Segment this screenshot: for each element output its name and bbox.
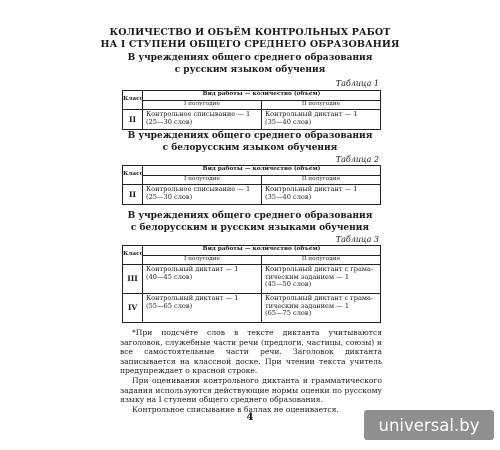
table-2-label: Таблица 2 — [335, 155, 379, 164]
cell-line: (35—40 слов) — [265, 117, 312, 126]
cell-line: Контрольный диктант с грама- — [265, 265, 374, 273]
table-row — [123, 265, 381, 294]
header-work-type: Вид работы — количество (объём) — [143, 91, 381, 101]
section-3-heading-line-1: В учреждениях общего среднего образования — [127, 211, 373, 221]
header-work-type: Вид работы — количество (объём) — [143, 246, 381, 256]
watermark-badge: universal.by — [364, 410, 494, 440]
table-3 — [122, 245, 381, 323]
page-number: 4 — [246, 412, 254, 423]
section-1-heading — [120, 53, 380, 76]
table-3-label: Таблица 3 — [335, 235, 379, 244]
cell-line: Контрольный диктант с грама- — [265, 294, 374, 302]
cell-line: (25—30 слов) — [146, 117, 193, 126]
cell-line: (55—65 слов) — [146, 301, 193, 310]
row-half-2 — [262, 110, 381, 130]
header-work-type: Вид работы — количество (объём) — [143, 166, 381, 176]
cell-line: тическим заданием — 1 — [265, 301, 350, 310]
row-half-1 — [143, 294, 262, 323]
row-half-1 — [143, 265, 262, 294]
cell-line: Контрольный диктант — 1 — [146, 294, 239, 302]
cell-line: Контрольный диктант — 1 — [265, 110, 358, 118]
page-title — [100, 27, 400, 51]
footnote-paragraph: *При подсчёте слов в тексте диктанта учитываются заголовок, служебные части речи (предлоги, частицы, союзы) и все самостоятельные части речи. Заголовок диктанта записывается на классной доске. При чтении текста учитель предупреждает о красной строке. — [120, 328, 382, 376]
footnote-paragraph: Контрольное списывание в баллах не оценивается. — [132, 404, 339, 414]
title-line-2: НА I СТУПЕНИ ОБЩЕГО СРЕДНЕГО ОБРАЗОВАНИЯ — [100, 39, 400, 50]
header-class: Класс — [123, 246, 143, 265]
header-half-1: I полугодие — [143, 101, 262, 110]
table-row — [123, 185, 381, 205]
table-row — [123, 294, 381, 323]
cell-line: (45—50 слов) — [265, 280, 312, 289]
header-half-2: II полугодие — [262, 256, 381, 265]
table-row — [123, 110, 381, 130]
section-2-heading-line-2: с белорусским языком обучения — [162, 142, 338, 153]
row-half-2 — [262, 294, 381, 323]
header-half-1: I полугодие — [143, 176, 262, 185]
table-1-label: Таблица 1 — [335, 79, 379, 88]
table-2 — [122, 165, 381, 205]
cell-line: тическим заданием — 1 — [265, 272, 350, 281]
section-3-heading-line-2: с белорусским и русским языками обучения — [130, 222, 370, 233]
section-2-heading-line-1: В учреждениях общего среднего образования — [127, 131, 373, 141]
row-half-1 — [143, 185, 262, 205]
title-line-1: КОЛИЧЕСТВО И ОБЪЁМ КОНТРОЛЬНЫХ РАБОТ — [109, 27, 391, 38]
cell-line: (65—75 слов) — [265, 309, 312, 318]
row-half-2 — [262, 185, 381, 205]
row-class: III — [123, 265, 143, 294]
cell-line: Контрольный диктант — 1 — [146, 265, 239, 273]
cell-line: Контрольное списывание — 1 — [146, 110, 251, 118]
table-1 — [122, 90, 381, 130]
cell-line: Контрольное списывание — 1 — [146, 185, 251, 193]
header-half-1: I полугодие — [143, 256, 262, 265]
row-half-1 — [143, 110, 262, 130]
row-half-2 — [262, 265, 381, 294]
header-half-2: II полугодие — [262, 101, 381, 110]
section-2-heading — [120, 131, 380, 154]
header-class: Класс — [123, 91, 143, 110]
row-class: II — [123, 185, 143, 205]
section-1-heading-line-1: В учреждениях общего среднего образования — [127, 53, 373, 63]
cell-line: (40—45 слов) — [146, 272, 193, 281]
section-3-heading — [120, 211, 380, 234]
row-class: IV — [123, 294, 143, 323]
section-1-heading-line-2: с русским языком обучения — [174, 64, 326, 75]
footnotes — [120, 328, 382, 414]
row-class: II — [123, 110, 143, 130]
cell-line: (25—30 слов) — [146, 192, 193, 201]
header-class: Класс — [123, 166, 143, 185]
cell-line: Контрольный диктант — 1 — [265, 185, 358, 193]
header-half-2: II полугодие — [262, 176, 381, 185]
footnote-paragraph: При оценивании контрольного диктанта и грамматического задания используются действующие нормы оценки по русскому языку на I ступени общего среднего образования. — [120, 375, 382, 405]
cell-line: (35—40 слов) — [265, 192, 312, 201]
